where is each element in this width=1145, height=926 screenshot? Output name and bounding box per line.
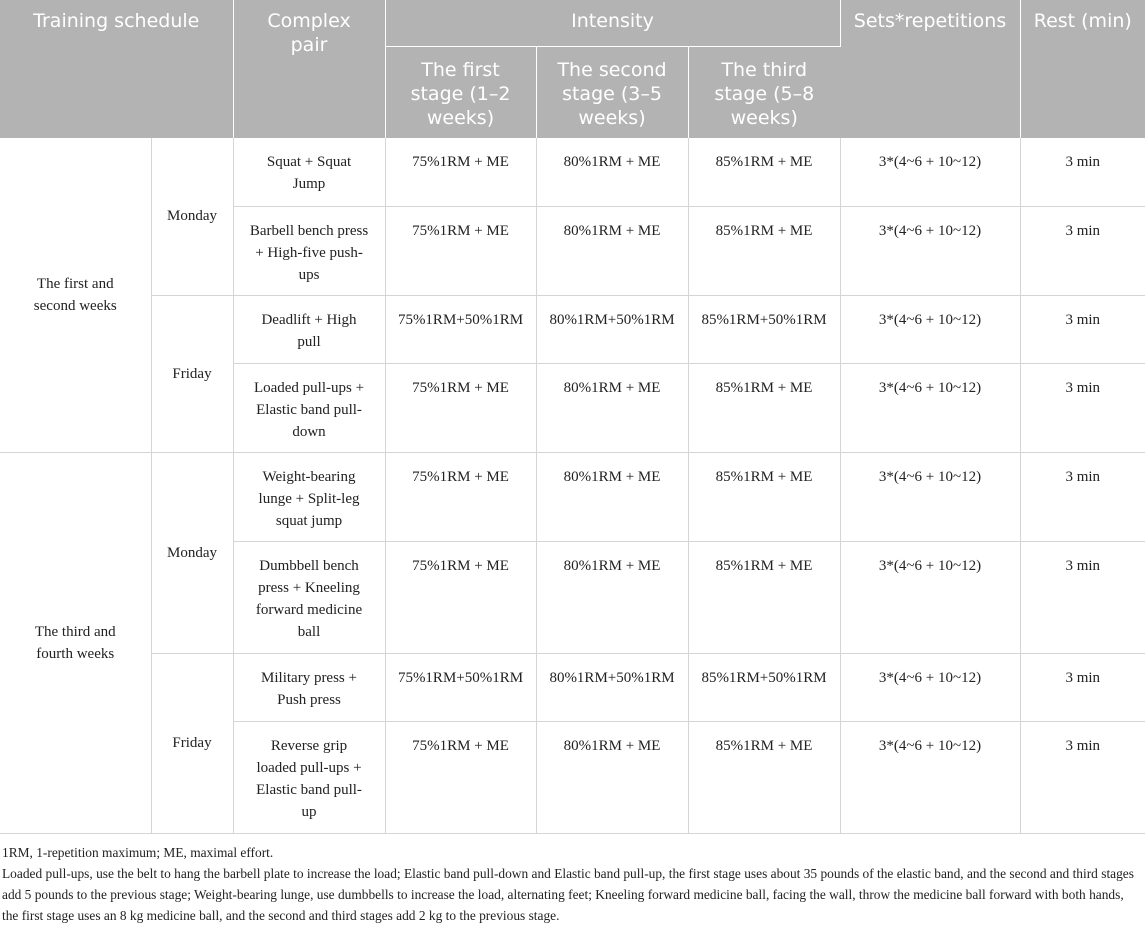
- period-cell: The first and second weeks: [0, 138, 151, 452]
- header-rest: Rest (min): [1020, 0, 1145, 138]
- complex-pair-cell: Loaded pull-ups + Elastic band pull-down: [233, 363, 385, 452]
- sets-reps-cell: 3*(4~6 + 10~12): [840, 295, 1020, 363]
- rest-cell: 3 min: [1020, 653, 1145, 721]
- rest-cell: 3 min: [1020, 452, 1145, 541]
- header-training-schedule: Training schedule: [0, 0, 233, 138]
- stage-1-cell: 75%1RM + ME: [385, 541, 536, 653]
- stage-3-cell: 85%1RM + ME: [688, 363, 840, 452]
- table-row: [0, 138, 1145, 206]
- sets-reps-cell: 3*(4~6 + 10~12): [840, 721, 1020, 833]
- table-row: [0, 295, 1145, 363]
- header-complex-pair: [233, 0, 385, 138]
- day-cell: Monday: [151, 452, 233, 653]
- stage-2-cell: 80%1RM+50%1RM: [536, 653, 688, 721]
- stage-3-cell: 85%1RM+50%1RM: [688, 653, 840, 721]
- stage-1-cell: 75%1RM + ME: [385, 721, 536, 833]
- stage-1-cell: 75%1RM + ME: [385, 206, 536, 295]
- header-stage-2: [536, 46, 688, 138]
- rest-cell: 3 min: [1020, 721, 1145, 833]
- stage-2-cell: 80%1RM+50%1RM: [536, 295, 688, 363]
- footnote-notes: Loaded pull-ups, use the belt to hang the barbell plate to increase the load; Elastic band pull-down and Elastic band pull-up, the first stage uses about 35 pounds of the elastic band, and the second and third stages add 5 pounds to the previous stage; Weight-bearing lunge, use dumbbells to increase the load, alternating feet; Kneeling forward medicine ball, facing the wall, throw the medicine ball forward with both hands, the first stage uses an 8 kg medicine ball, and the second and third stages add 2 kg to the previous stage.: [2, 866, 1134, 923]
- stage-3-cell: 85%1RM+50%1RM: [688, 295, 840, 363]
- sets-reps-cell: 3*(4~6 + 10~12): [840, 138, 1020, 206]
- header-stage-3-text: The third stage (5–8 weeks): [714, 58, 815, 129]
- sets-reps-cell: 3*(4~6 + 10~12): [840, 206, 1020, 295]
- sets-reps-cell: 3*(4~6 + 10~12): [840, 541, 1020, 653]
- stage-2-cell: 80%1RM + ME: [536, 206, 688, 295]
- header-sets-repetitions: Sets*repetitions: [840, 0, 1020, 138]
- header-stage-2-text: The second stage (3–5 weeks): [557, 58, 667, 129]
- day-cell: Friday: [151, 653, 233, 833]
- complex-pair-cell: Dumbbell bench press + Kneeling forward medicine ball: [233, 541, 385, 653]
- stage-2-cell: 80%1RM + ME: [536, 721, 688, 833]
- stage-1-cell: 75%1RM+50%1RM: [385, 653, 536, 721]
- table-row: [0, 452, 1145, 541]
- sets-reps-cell: 3*(4~6 + 10~12): [840, 363, 1020, 452]
- stage-2-cell: 80%1RM + ME: [536, 363, 688, 452]
- header-intensity: Intensity: [385, 0, 840, 46]
- stage-1-cell: 75%1RM + ME: [385, 138, 536, 206]
- stage-2-cell: 80%1RM + ME: [536, 138, 688, 206]
- table-footnotes: [0, 842, 1145, 926]
- day-cell: Monday: [151, 138, 233, 295]
- stage-2-cell: 80%1RM + ME: [536, 541, 688, 653]
- complex-pair-cell: Squat + Squat Jump: [233, 138, 385, 206]
- stage-1-cell: 75%1RM + ME: [385, 363, 536, 452]
- stage-3-cell: 85%1RM + ME: [688, 721, 840, 833]
- stage-1-cell: 75%1RM + ME: [385, 452, 536, 541]
- header-stage-3: [688, 46, 840, 138]
- table-body: [0, 138, 1145, 833]
- complex-pair-cell: Reverse grip loaded pull-ups + Elastic band pull-up: [233, 721, 385, 833]
- stage-2-cell: 80%1RM + ME: [536, 452, 688, 541]
- header-stage-1-text: The first stage (1–2 weeks): [410, 58, 511, 129]
- table-header: [0, 0, 1145, 138]
- complex-pair-cell: Deadlift + High pull: [233, 295, 385, 363]
- complex-pair-cell: Military press + Push press: [233, 653, 385, 721]
- stage-3-cell: 85%1RM + ME: [688, 138, 840, 206]
- header-stage-1: [385, 46, 536, 138]
- rest-cell: 3 min: [1020, 541, 1145, 653]
- rest-cell: 3 min: [1020, 295, 1145, 363]
- period-cell: The third and fourth weeks: [0, 452, 151, 833]
- rest-cell: 3 min: [1020, 206, 1145, 295]
- rest-cell: 3 min: [1020, 138, 1145, 206]
- footnote-abbreviations: 1RM, 1-repetition maximum; ME, maximal effort.: [2, 845, 274, 860]
- stage-3-cell: 85%1RM + ME: [688, 541, 840, 653]
- complex-pair-cell: Weight-bearing lunge + Split-leg squat jump: [233, 452, 385, 541]
- stage-3-cell: 85%1RM + ME: [688, 206, 840, 295]
- stage-1-cell: 75%1RM+50%1RM: [385, 295, 536, 363]
- day-cell: Friday: [151, 295, 233, 452]
- sets-reps-cell: 3*(4~6 + 10~12): [840, 452, 1020, 541]
- header-complex-pair-text: Complex pair: [267, 10, 351, 56]
- stage-3-cell: 85%1RM + ME: [688, 452, 840, 541]
- table-row: [0, 653, 1145, 721]
- rest-cell: 3 min: [1020, 363, 1145, 452]
- sets-reps-cell: 3*(4~6 + 10~12): [840, 653, 1020, 721]
- complex-pair-cell: Barbell bench press + High-five push-ups: [233, 206, 385, 295]
